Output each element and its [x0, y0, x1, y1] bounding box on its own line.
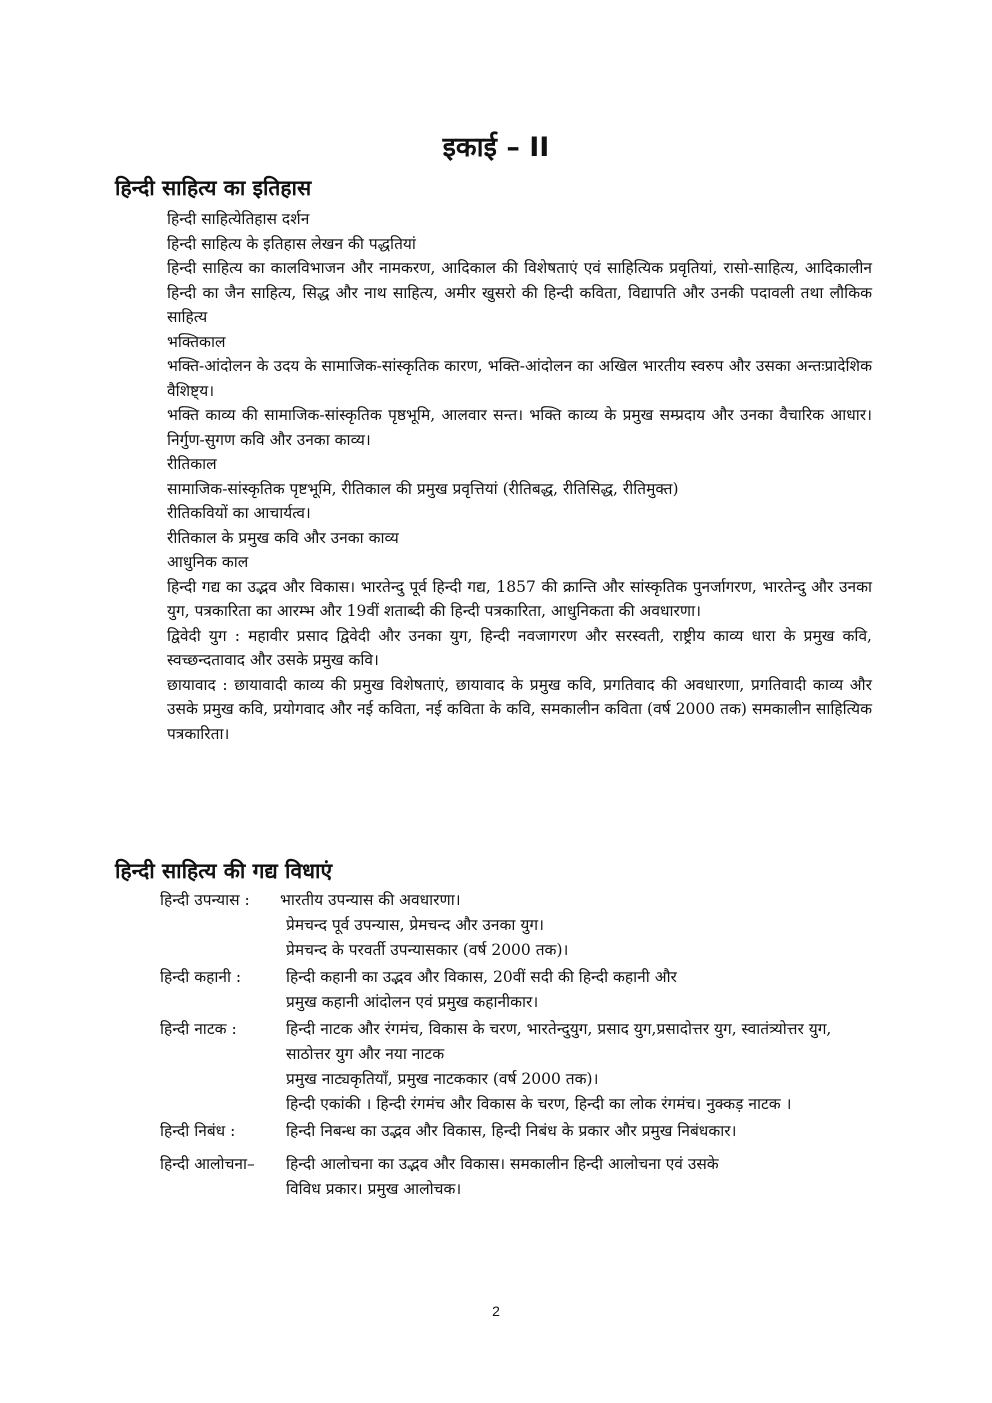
- genre-row-kahani: [160, 965, 872, 1015]
- paragraph-ritikal-pravrittiyan: सामाजिक-सांस्कृतिक पृष्टभूमि, रीतिकाल की प्रमुख प्रवृत्तियां (रीतिबद्ध, रीतिसिद्ध, रीतिमुक्त): [167, 479, 679, 498]
- genre-row-nibandh: [160, 1119, 872, 1144]
- genre-label-upanyas: हिन्दी उपन्यास :: [160, 891, 250, 909]
- genre-line: प्रमुख नाट्यकृतियाँ, प्रमुख नाटककार (वर्ष 2000 तक)।: [286, 1070, 599, 1088]
- genre-body-kahani: [286, 965, 872, 1015]
- genre-row-alochana: [160, 1152, 872, 1202]
- genre-line: प्रेमचन्द पूर्व उपन्यास, प्रेमचन्द और उनका युग।: [286, 916, 544, 934]
- genre-line: विविध प्रकार। प्रमुख आलोचक।: [286, 1180, 462, 1198]
- genre-label-alochana: हिन्दी आलोचना–: [160, 1155, 255, 1173]
- paragraph-ritikavi-acharyatva: रीतिकवियों का आचार्यत्व।: [167, 504, 311, 522]
- paragraph-chhayavad: छायावाद : छायावादी काव्य की प्रमुख विशेषताएं, छायावाद के प्रमुख कवि, प्रगतिवाद की अवधारणा, प्रगतिवादी काव्य और उसके प्रमुख कवि, प्रयोगवाद और नई कविता, नई कविता के कवि, समकालीन कविता (वर्ष 2000 तक) समकालीन साहित्यिक पत्रकारिता।: [167, 675, 872, 743]
- paragraph-bhakti-andolan: भक्ति-आंदोलन के उदय के सामाजिक-सांस्कृतिक कारण, भक्ति-आंदोलन का अखिल भारतीय स्वरुप और उसका अन्तःप्रादेशिक वैशिष्ट्य।: [167, 357, 872, 400]
- genre-label-nibandh: हिन्दी निबंध :: [160, 1122, 236, 1140]
- subheading-ritikal: रीतिकाल: [167, 455, 217, 473]
- paragraph-bhakti-kavya: भक्ति काव्य की सामाजिक-सांस्कृतिक पृष्ठभूमि, आलवार सन्त। भक्ति काव्य के प्रमुख सम्प्रदाय और उनका वैचारिक आधार। निर्गुण-सुगण कवि और उनका काव्य।: [167, 406, 872, 449]
- paragraph-aadikal: हिन्दी साहित्य का कालविभाजन और नामकरण, आदिकाल की विशेषताएं एवं साहित्यिक प्रवृतियां, रासो-साहित्य, आदिकालीन हिन्दी का जैन साहित्य, सिद्ध और नाथ साहित्य, अमीर खुसरो की हिन्दी कविता, विद्यापति और उनकी पदावली तथा लौकिक साहित्य: [167, 259, 872, 326]
- paragraph-ritikal-kavi: रीतिकाल के प्रमुख कवि और उनका काव्य: [167, 528, 399, 547]
- paragraph-itihas-lekhan: हिन्दी साहित्य के इतिहास लेखन की पद्धतियां: [167, 234, 416, 253]
- subheading-bhaktikal: भक्तिकाल: [167, 332, 226, 351]
- unit-title: इकाई – II: [442, 132, 550, 163]
- paragraph-dwivedi-yug: द्विवेदी युग : महावीर प्रसाद द्विवेदी और उनका युग, हिन्दी नवजागरण और सरस्वती, राष्ट्रीय काव्य धारा के प्रमुख कवि, स्वच्छन्दतावाद और उसके प्रमुख कवि।: [167, 626, 872, 669]
- genre-line: भारतीय उपन्यास की अवधारणा।: [280, 891, 461, 909]
- prose-genres-content: [160, 888, 872, 1202]
- genre-label-natak: हिन्दी नाटक :: [160, 1020, 237, 1038]
- genre-body-upanyas: [280, 888, 872, 963]
- genre-body-nibandh: [286, 1119, 872, 1144]
- page-number: 2: [492, 1303, 500, 1319]
- genre-row-natak: [160, 1017, 872, 1117]
- paragraph-sahityetihas-darshan: हिन्दी साहित्येतिहास दर्शन: [167, 210, 310, 228]
- section-heading-history: हिन्दी साहित्य का इतिहास: [115, 176, 312, 200]
- genre-line: हिन्दी आलोचना का उद्भव और विकास। समकालीन हिन्दी आलोचना एवं उसके: [286, 1155, 719, 1173]
- subheading-adhunik-kal: आधुनिक काल: [167, 553, 249, 571]
- genre-line: हिन्दी निबन्ध का उद्भव और विकास, हिन्दी निबंध के प्रकार और प्रमुख निबंधकार।: [286, 1122, 737, 1140]
- genre-line: प्रमुख कहानी आंदोलन एवं प्रमुख कहानीकार।: [286, 993, 539, 1011]
- genre-label-kahani: हिन्दी कहानी :: [160, 968, 242, 986]
- genre-line: हिन्दी कहानी का उद्भव और विकास, 20वीं सदी की हिन्दी कहानी और: [286, 968, 677, 986]
- genre-body-alochana: [286, 1152, 872, 1202]
- genre-line: हिन्दी एकांकी । हिन्दी रंगमंच और विकास के चरण, हिन्दी का लोक रंगमंच। नुक्कड़ नाटक ।: [286, 1095, 792, 1113]
- genre-body-natak: [286, 1017, 872, 1117]
- section-heading-prose-genres: हिन्दी साहित्य की गद्य विधाएं: [115, 859, 333, 883]
- genre-line: हिन्दी नाटक और रंगमंच, विकास के चरण, भारतेन्दुयुग, प्रसाद युग,प्रसादोत्तर युग, स्वातंत्र्योत्तर युग, साठोत्तर युग और नया नाटक: [286, 1020, 832, 1063]
- genre-line: प्रेमचन्द के परवर्ती उपन्यासकार (वर्ष 2000 तक)।: [286, 941, 569, 959]
- history-content: [167, 207, 872, 746]
- paragraph-hindi-gadya: हिन्दी गद्य का उद्भव और विकास। भारतेन्दु पूर्व हिन्दी गद्य, 1857 की क्रान्ति और सांस्कृतिक पुनर्जागरण, भारतेन्दु और उनका युग, पत्रकारिता का आरम्भ और 19वीं शताब्दी की हिन्दी पत्रकारिता, आधुनिकता की अवधारणा।: [167, 577, 872, 620]
- genre-row-upanyas: [160, 888, 872, 963]
